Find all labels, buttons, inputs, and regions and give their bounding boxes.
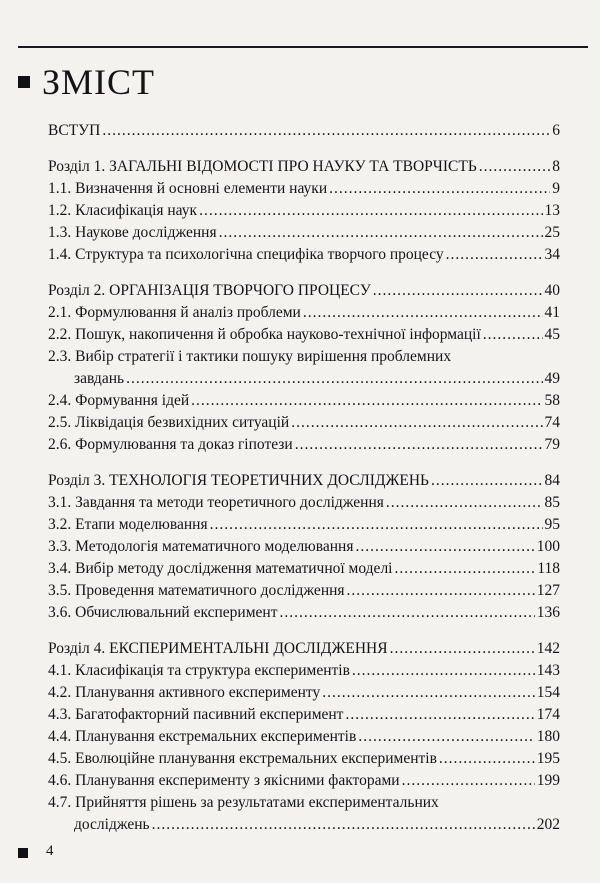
- toc-item[interactable]: [48, 326, 560, 348]
- dot-leader: [355, 538, 534, 556]
- dot-leader: [386, 494, 543, 512]
- toc-entry-page: 180: [536, 728, 560, 745]
- toc-entry-label: 2.3. Вибір стратегії і тактики пошуку вирішення проблемних: [48, 348, 452, 365]
- dot-leader: [279, 604, 534, 622]
- dot-leader: [322, 684, 535, 702]
- dot-leader: [295, 436, 543, 454]
- toc-item[interactable]: [48, 304, 560, 326]
- toc-entry-page: 136: [536, 604, 560, 621]
- toc-item[interactable]: [48, 224, 560, 246]
- toc-entry-page: 45: [544, 326, 560, 343]
- top-rule: [18, 46, 588, 48]
- toc-entry-page: 84: [544, 472, 560, 489]
- dot-leader: [210, 516, 543, 534]
- page-title: ЗМІСТ: [42, 62, 156, 102]
- dot-leader: [373, 282, 543, 300]
- toc-entry-label: 4.4. Планування екстремальних експериментів: [48, 728, 357, 745]
- toc-entry-label: 1.4. Структура та психологічна специфіка творчого процесу: [48, 246, 444, 263]
- toc-item[interactable]: [48, 538, 560, 560]
- toc-item[interactable]: [48, 392, 560, 414]
- toc-item[interactable]: [48, 728, 560, 750]
- dot-leader: [483, 326, 543, 344]
- dot-leader: [126, 370, 542, 388]
- toc-entry-page: 202: [536, 816, 560, 833]
- toc-entry-page: 118: [537, 560, 560, 577]
- toc-entry-page: 85: [544, 494, 560, 511]
- dot-leader: [352, 662, 535, 680]
- toc-item[interactable]: [48, 582, 560, 604]
- dot-leader: [394, 560, 535, 578]
- toc-item[interactable]: [48, 348, 560, 392]
- toc-entry-page: 8: [552, 158, 560, 175]
- toc-entry-page: 6: [552, 122, 560, 139]
- dot-leader: [303, 304, 543, 322]
- toc-item[interactable]: [48, 604, 560, 626]
- toc-item[interactable]: [48, 706, 560, 728]
- bullet-square-icon: [18, 76, 30, 88]
- toc-section-heading[interactable]: [48, 282, 560, 304]
- toc-entry-label: 3.6. Обчислювальний експеримент: [48, 604, 278, 621]
- toc-entry-label: 3.5. Проведення математичного дослідження: [48, 582, 345, 599]
- toc-entry-page: 127: [536, 582, 560, 599]
- toc-entry-label-cont: досліджень: [74, 816, 150, 833]
- dot-leader: [219, 224, 543, 242]
- toc-item[interactable]: [48, 772, 560, 794]
- toc-entry-label: 3.3. Методологія математичного моделювання: [48, 538, 354, 555]
- toc-item[interactable]: [48, 560, 560, 582]
- toc-entry-label-cont: завдань: [74, 370, 125, 387]
- toc-entry-page: 143: [536, 662, 560, 679]
- section-gap: [48, 458, 560, 472]
- toc-entry-label: ВСТУП: [48, 122, 101, 139]
- toc-item[interactable]: [48, 684, 560, 706]
- toc-entry-label: 4.5. Еволюційне планування екстремальних експериментів: [48, 750, 437, 767]
- dot-leader: [479, 158, 551, 176]
- toc-entry-page: 199: [536, 772, 560, 789]
- toc-entry-label: 2.6. Формулювання та доказ гіпотези: [48, 436, 293, 453]
- toc-entry-page: 95: [544, 516, 560, 533]
- dot-leader: [439, 750, 535, 768]
- toc-entry-page: 142: [536, 640, 560, 657]
- toc-entry-label: 1.2. Класифікація наук: [48, 202, 198, 219]
- dot-leader: [329, 180, 550, 198]
- toc-entry-page: 40: [544, 282, 560, 299]
- toc-entry-page: 49: [544, 370, 560, 387]
- dot-leader: [347, 582, 535, 600]
- toc-intro[interactable]: [48, 122, 560, 144]
- toc-item[interactable]: [48, 436, 560, 458]
- toc-entry-label: 4.3. Багатофакторний пасивний експеримент: [48, 706, 344, 723]
- dot-leader: [102, 122, 550, 140]
- toc-item[interactable]: [48, 202, 560, 224]
- dot-leader: [199, 202, 542, 220]
- table-of-contents: [48, 122, 560, 838]
- toc-entry-page: 154: [536, 684, 560, 701]
- toc-entry-label: 4.1. Класифікація та структура експериментів: [48, 662, 350, 679]
- toc-entry-page: 34: [544, 246, 560, 263]
- toc-entry-page: 9: [552, 180, 560, 197]
- toc-entry-label: 4.2. Планування активного експерименту: [48, 684, 321, 701]
- toc-entry-label: Розділ 3. ТЕХНОЛОГІЯ ТЕОРЕТИЧНИХ ДОСЛІДЖЕНЬ: [48, 472, 429, 489]
- toc-entry-label: 3.4. Вибір методу дослідження математичної моделі: [48, 560, 393, 577]
- dot-leader: [431, 472, 543, 490]
- toc-item[interactable]: [48, 246, 560, 268]
- toc-entry-label: Розділ 1. ЗАГАЛЬНІ ВІДОМОСТІ ПРО НАУКУ ТА ТВОРЧІСТЬ: [48, 158, 477, 175]
- toc-item[interactable]: [48, 180, 560, 202]
- dot-leader: [358, 728, 534, 746]
- toc-item[interactable]: [48, 414, 560, 436]
- toc-entry-page: 74: [544, 414, 560, 431]
- toc-section-heading[interactable]: [48, 158, 560, 180]
- page-number: 4: [46, 843, 54, 859]
- section-gap: [48, 144, 560, 158]
- toc-entry-label: 4.7. Прийняття рішень за результатами експериментальних: [48, 794, 439, 811]
- toc-item-continuation: [48, 370, 560, 392]
- toc-entry-label: Розділ 4. ЕКСПЕРИМЕНТАЛЬНІ ДОСЛІДЖЕННЯ: [48, 640, 388, 657]
- toc-item[interactable]: [48, 494, 560, 516]
- toc-entry-label: 2.5. Ліквідація безвихідних ситуацій: [48, 414, 290, 431]
- toc-entry-label: 1.3. Наукове дослідження: [48, 224, 217, 241]
- toc-entry-page: 41: [544, 304, 560, 321]
- toc-entry-label: 2.4. Формування ідей: [48, 392, 190, 409]
- toc-entry-label: 2.2. Пошук, накопичення й обробка науково-технічної інформації: [48, 326, 481, 343]
- toc-entry-label: 2.1. Формулювання й аналіз проблеми: [48, 304, 301, 321]
- dot-leader: [291, 414, 542, 432]
- toc-item[interactable]: [48, 794, 560, 838]
- toc-entry-page: 100: [536, 538, 560, 555]
- dot-leader: [402, 772, 535, 790]
- toc-item[interactable]: [48, 516, 560, 538]
- footer-square-icon: [18, 848, 28, 858]
- toc-entry-page: 25: [544, 224, 560, 241]
- toc-section-heading[interactable]: [48, 472, 560, 494]
- toc-entry-label: 3.2. Етапи моделювання: [48, 516, 208, 533]
- toc-section-heading[interactable]: [48, 640, 560, 662]
- toc-entry-label: 1.1. Визначення й основні елементи науки: [48, 180, 328, 197]
- dot-leader: [345, 706, 534, 724]
- toc-item[interactable]: [48, 662, 560, 684]
- toc-entry-label: 3.1. Завдання та методи теоретичного дослідження: [48, 494, 384, 511]
- toc-entry-label: 4.6. Планування експерименту з якісними факторами: [48, 772, 400, 789]
- toc-entry-label: Розділ 2. ОРГАНІЗАЦІЯ ТВОРЧОГО ПРОЦЕСУ: [48, 282, 371, 299]
- toc-entry-page: 174: [536, 706, 560, 723]
- toc-entry-page: 79: [544, 436, 560, 453]
- toc-item-continuation: [48, 816, 560, 838]
- toc-item[interactable]: [48, 750, 560, 772]
- section-gap: [48, 626, 560, 640]
- dot-leader: [191, 392, 542, 410]
- toc-entry-page: 13: [544, 202, 560, 219]
- dot-leader: [152, 816, 535, 834]
- toc-entry-page: 58: [544, 392, 560, 409]
- toc-entry-page: 195: [536, 750, 560, 767]
- section-gap: [48, 268, 560, 282]
- dot-leader: [446, 246, 543, 264]
- title-row: [18, 60, 155, 104]
- dot-leader: [390, 640, 535, 658]
